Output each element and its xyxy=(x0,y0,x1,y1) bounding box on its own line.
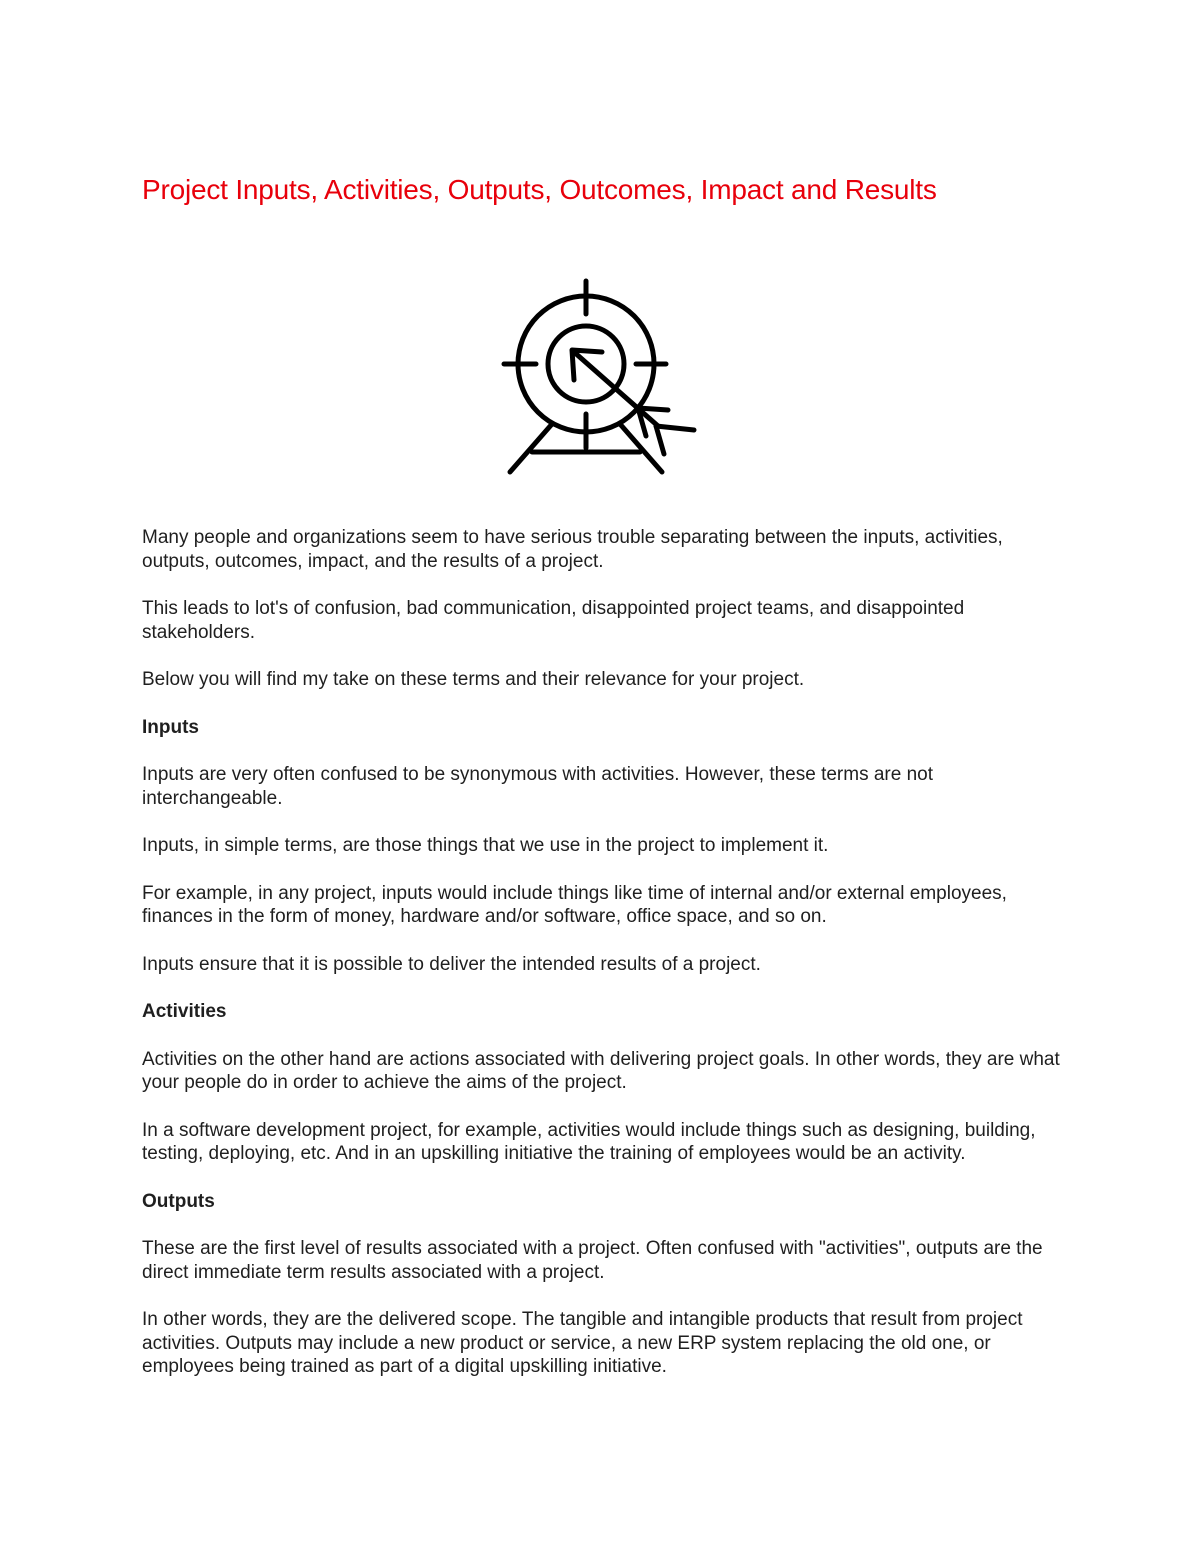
document-title: Project Inputs, Activities, Outputs, Outcomes, Impact and Results xyxy=(142,174,937,205)
inputs-paragraph: Inputs, in simple terms, are those things that we use in the project to implement it. xyxy=(142,835,829,856)
section-heading-inputs: Inputs xyxy=(142,716,199,738)
activities-paragraph: In a software development project, for example, activities would include things such as designing, building, testing, deploying, etc. And in an upskilling initiative the training of employees would be an activity. xyxy=(142,1119,1036,1164)
inputs-paragraph: Inputs ensure that it is possible to deliver the intended results of a project. xyxy=(142,953,761,975)
inputs-paragraph: For example, in any project, inputs would include things like time of internal and/or external employees, finances in the form of money, hardware and/or software, office space, and so on. xyxy=(142,882,1007,927)
activities-paragraph: Activities on the other hand are actions associated with delivering project goals. In other words, they are what your people do in order to achieve the aims of the project. xyxy=(142,1048,1060,1093)
intro-paragraph: Below you will find my take on these terms and their relevance for your project. xyxy=(142,669,805,690)
outputs-paragraph: In other words, they are the delivered scope. The tangible and intangible products that result from project activities. Outputs may include a new product or service, a new ERP system replacing the old one, or employees being trained as part of a digital upskilling initiative. xyxy=(142,1309,1023,1377)
target-arrow-icon xyxy=(496,276,706,486)
section-heading-outputs: Outputs xyxy=(142,1190,215,1212)
inputs-paragraph: Inputs are very often confused to be synonymous with activities. However, these terms are not interchangeable. xyxy=(142,764,934,809)
section-heading-activities: Activities xyxy=(142,1001,227,1022)
intro-paragraph: This leads to lot's of confusion, bad communication, disappointed project teams, and disappointed stakeholders. xyxy=(142,598,965,643)
document-body xyxy=(142,526,1062,1403)
intro-paragraph: Many people and organizations seem to have serious trouble separating between the inputs, activities, outputs, outcomes, impact, and the results of a project. xyxy=(142,527,1003,572)
outputs-paragraph: These are the first level of results associated with a project. Often confused with "activities", outputs are the direct immediate term results associated with a project. xyxy=(142,1238,1043,1283)
